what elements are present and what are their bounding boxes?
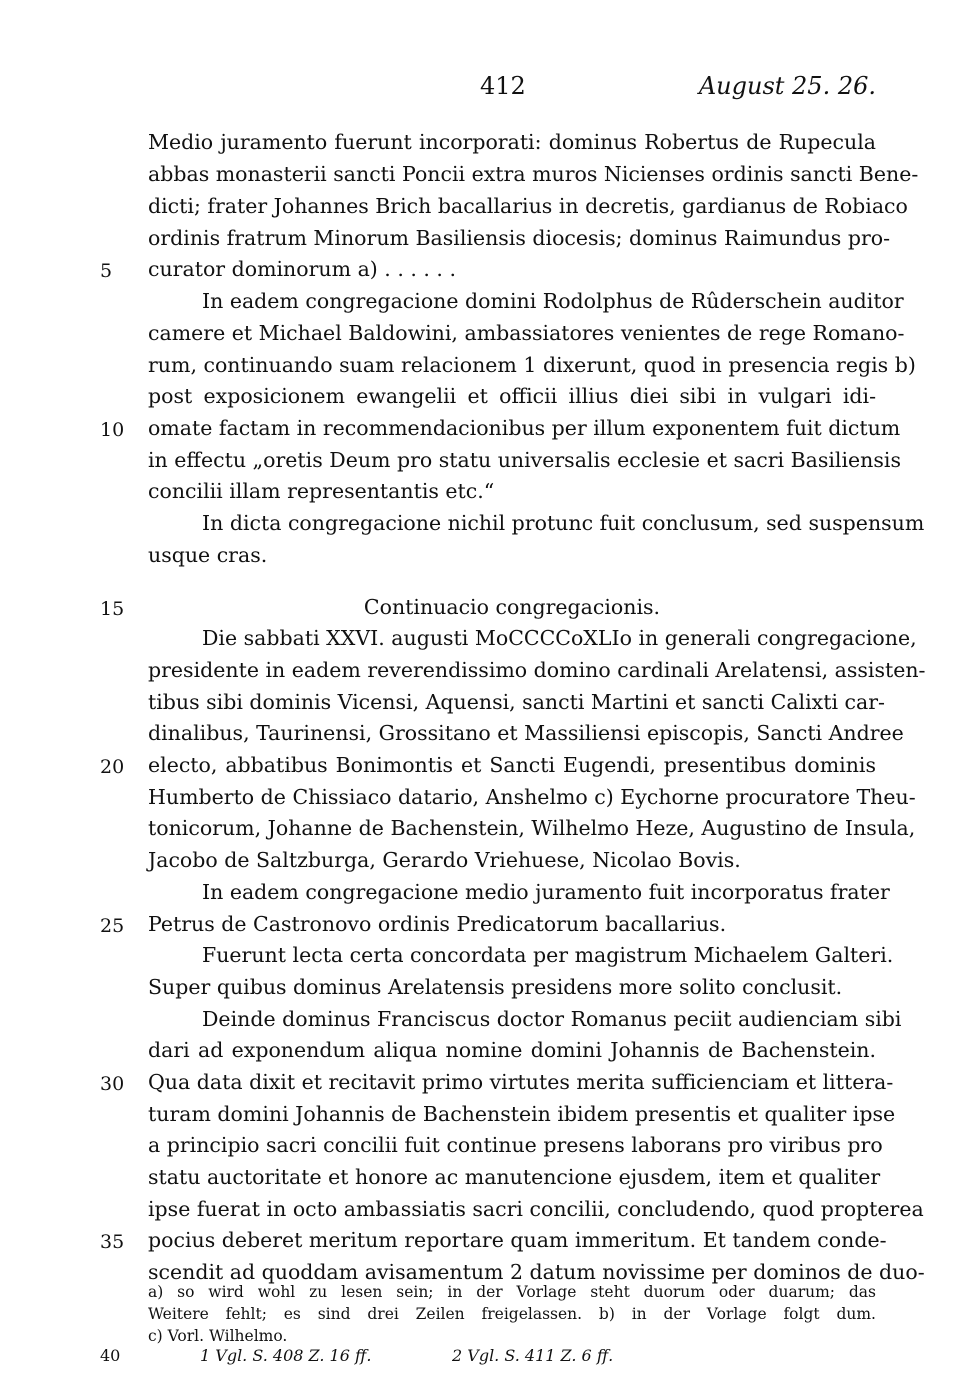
text-line: In dicta congregacione nichil protunc fuit conclusum, sed suspensum — [202, 511, 925, 535]
text-line: tonicorum, Johanne de Bachenstein, Wilhelmo Heze, Augustino de Insula, — [148, 816, 916, 840]
text-line: turam domini Johannis de Bachenstein ibidem presentis et qualiter ipse — [148, 1102, 896, 1126]
footnote-line: a) so wird wohl zu lesen sein; in der Vorlage steht duorum oder duarum; das — [148, 1283, 876, 1301]
margin-line-number: 30 — [100, 1073, 125, 1095]
text-line: Jacobo de Saltzburga, Gerardo Vriehuese, Nicolao Bovis. — [148, 848, 741, 872]
text-line: presidente in eadem reverendissimo domino cardinali Arelatensi, assisten- — [148, 658, 926, 682]
text-line: Die sabbati XXVI. augusti MoCCCCoXLIo in generali congregacione, — [202, 626, 917, 650]
reference-2: 2 Vgl. S. 411 Z. 6 ff. — [452, 1346, 614, 1365]
margin-line-number: 5 — [100, 260, 113, 282]
text-line: dinalibus, Taurinensi, Grossitano et Massiliensi episcopis, Sancti Andree — [148, 721, 904, 745]
text-line: pocius deberet meritum reportare quam immeritum. Et tandem conde- — [148, 1228, 887, 1252]
text-line: ordinis fratrum Minorum Basiliensis diocesis; dominus Raimundus pro- — [148, 226, 891, 250]
running-header-date: August 25. 26. — [698, 72, 876, 100]
margin-line-number: 10 — [100, 419, 125, 441]
text-line: ipse fuerat in octo ambassiatis sacri concilii, concludendo, quod propterea — [148, 1197, 924, 1221]
section-heading: Continuacio congregacionis. — [363, 595, 661, 619]
text-line: concilii illam representantis etc.“ — [148, 479, 495, 503]
text-line: electo, abbatibus Bonimontis et Sancti Eugendi, presentibus dominis — [148, 753, 876, 777]
text-line: rum, continuando suam relacionem 1 dixerunt, quod in presencia regis b) — [148, 353, 916, 377]
margin-line-number: 20 — [100, 756, 125, 778]
text-line: Petrus de Castronovo ordinis Predicatorum bacallarius. — [148, 912, 727, 936]
margin-line-number: 40 — [100, 1346, 121, 1365]
text-line: post exposicionem ewangelii et officii illius diei sibi in vulgari idi- — [148, 384, 876, 408]
text-line: in effectu „oretis Deum pro statu universalis ecclesie et sacri Basiliensis — [148, 448, 901, 472]
text-line: Humberto de Chissiaco datario, Anshelmo c) Eychorne procuratore Theu- — [148, 785, 916, 809]
text-line: Deinde dominus Franciscus doctor Romanus peciit audienciam sibi — [202, 1007, 902, 1031]
text-line: Super quibus dominus Arelatensis presidens more solito conclusit. — [148, 975, 843, 999]
text-line: a principio sacri concilii fuit continue presens laborans pro viribus pro — [148, 1133, 883, 1157]
text-line: dari ad exponendum aliqua nomine domini Johannis de Bachenstein. — [148, 1038, 876, 1062]
footnote-line: Weitere fehlt; es sind drei Zeilen freigelassen. b) in der Vorlage folgt dum. — [148, 1305, 876, 1323]
page-number: 412 — [480, 72, 526, 100]
reference-1: 1 Vgl. S. 408 Z. 16 ff. — [200, 1346, 372, 1365]
margin-line-number: 25 — [100, 915, 125, 937]
text-line: curator dominorum a) . . . . . . — [148, 257, 456, 281]
footnote-line: c) Vorl. Wilhelmo. — [148, 1327, 288, 1345]
text-line: Medio juramento fuerunt incorporati: dominus Robertus de Rupecula — [148, 130, 876, 154]
text-line: In eadem congregacione medio juramento fuit incorporatus frater — [202, 880, 890, 904]
text-line: omate factam in recommendacionibus per illum exponentem fuit dictum — [148, 416, 901, 440]
text-line: statu auctoritate et honore ac manutencione ejusdem, item et qualiter — [148, 1165, 881, 1189]
text-line: abbas monasterii sancti Poncii extra muros Nicienses ordinis sancti Bene- — [148, 162, 919, 186]
text-line: Qua data dixit et recitavit primo virtutes merita sufficienciam et littera- — [148, 1070, 894, 1094]
text-line: dicti; frater Johannes Brich bacallarius in decretis, gardianus de Robiaco — [148, 194, 908, 218]
text-line: Fuerunt lecta certa concordata per magistrum Michaelem Galteri. — [202, 943, 894, 967]
margin-line-number: 35 — [100, 1231, 125, 1253]
margin-line-number: 15 — [100, 598, 125, 620]
text-line: usque cras. — [148, 543, 268, 567]
text-line: camere et Michael Baldowini, ambassiatores venientes de rege Romano- — [148, 321, 905, 345]
text-line: scendit ad quoddam avisamentum 2 datum novissime per dominos de duo- — [148, 1260, 925, 1284]
text-line: tibus sibi dominis Vicensi, Aquensi, sancti Martini et sancti Calixti car- — [148, 690, 885, 714]
text-line: In eadem congregacione domini Rodolphus de Rûderschein auditor — [202, 289, 904, 313]
